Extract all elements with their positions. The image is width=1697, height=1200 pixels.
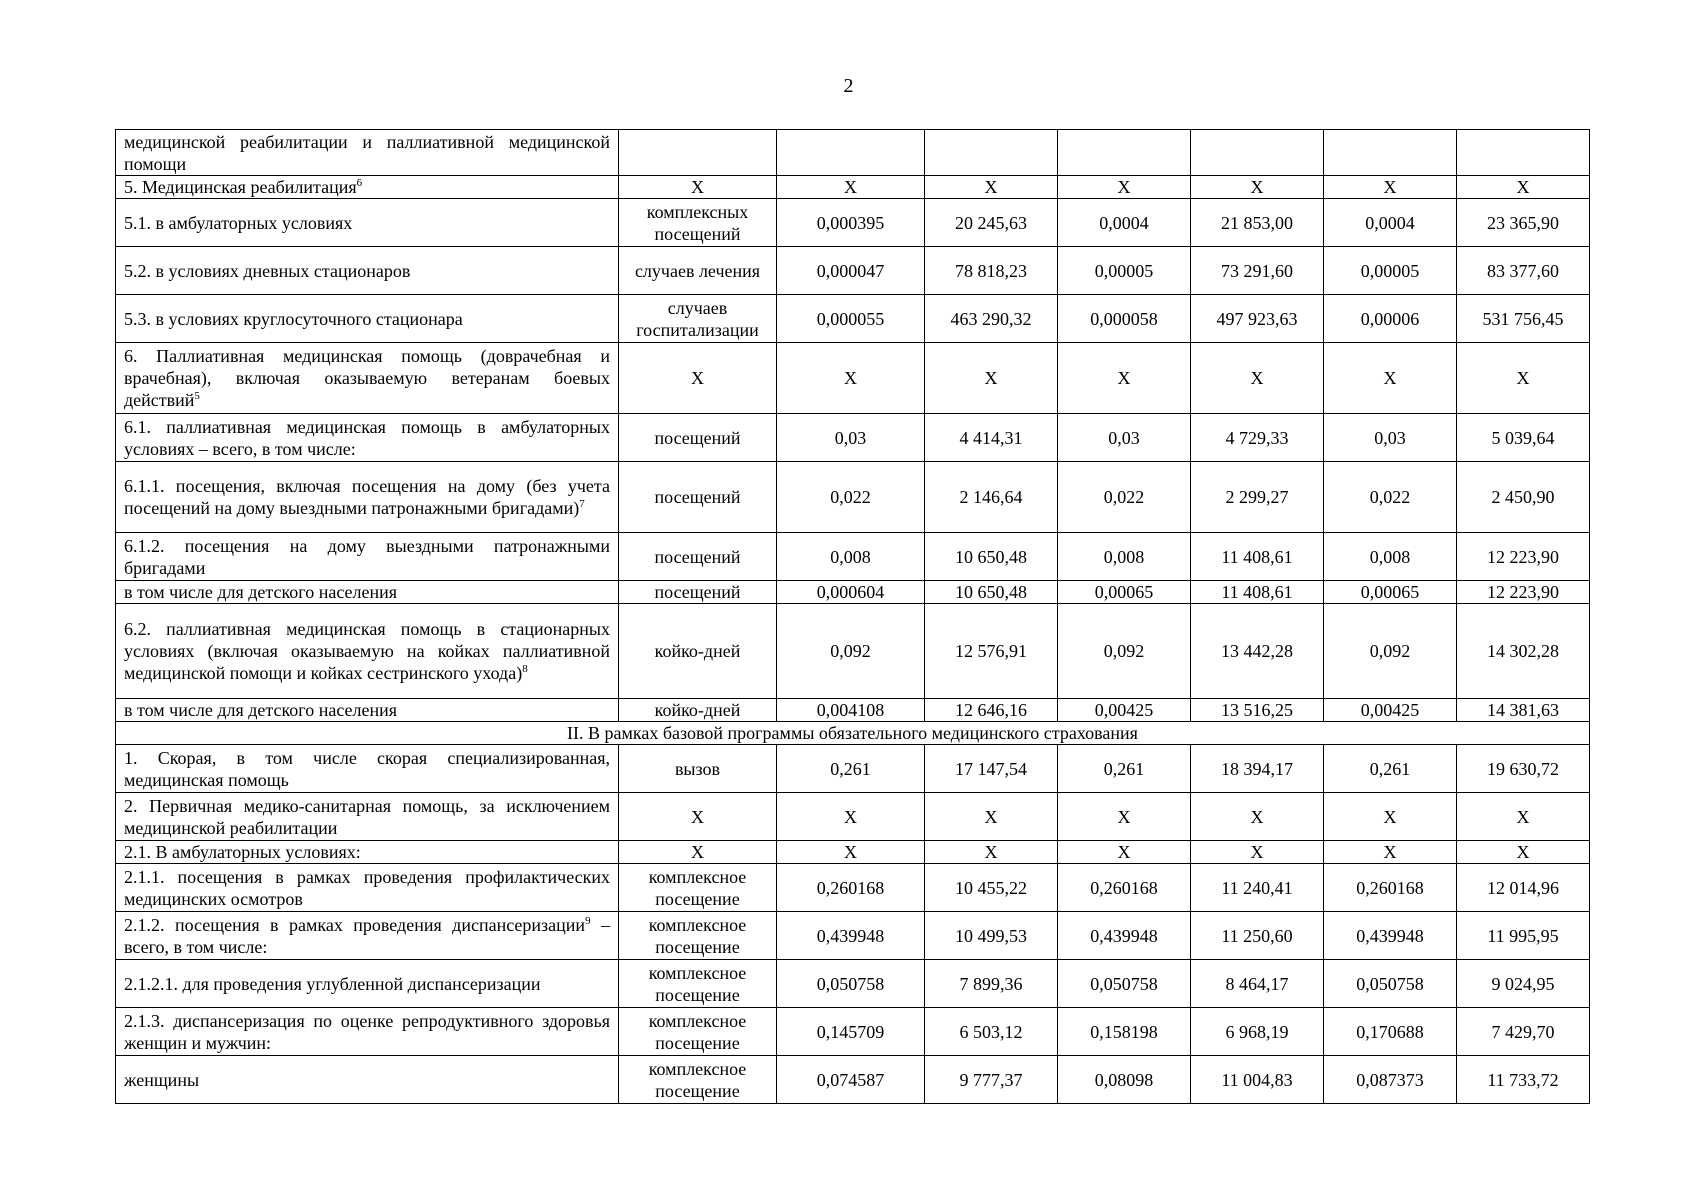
row-name-cell bbox=[116, 414, 619, 462]
unit-cell: Х bbox=[619, 793, 777, 841]
value-cell: Х bbox=[1457, 793, 1590, 841]
table-row bbox=[116, 176, 1590, 199]
value-cell: 19 630,72 bbox=[1457, 745, 1590, 793]
value-cell: 0,00005 bbox=[1324, 247, 1457, 295]
row-name: 6.1. паллиативная медицинская помощь в амбулаторных условиях – всего, в том числе: bbox=[124, 416, 610, 459]
value-cell: 0,022 bbox=[777, 462, 925, 533]
table-row bbox=[116, 581, 1590, 604]
value-cell: 7 899,36 bbox=[925, 960, 1058, 1008]
value-cell: Х bbox=[1058, 176, 1191, 199]
value-cell: 14 302,28 bbox=[1457, 604, 1590, 699]
row-name: 6.1.1. посещения, включая посещения на дому (без учета посещений на дому выездными патронажными бригадами) bbox=[124, 476, 610, 518]
value-cell: 0,0004 bbox=[1324, 199, 1457, 247]
unit-cell: посещений bbox=[619, 533, 777, 581]
value-cell: 0,03 bbox=[777, 414, 925, 462]
value-cell: Х bbox=[1324, 793, 1457, 841]
table-row bbox=[116, 793, 1590, 841]
value-cell: 0,000055 bbox=[777, 295, 925, 343]
value-cell bbox=[925, 130, 1058, 176]
row-name: 2.1.2.1. для проведения углубленной диспансеризации bbox=[124, 973, 541, 994]
row-name-cell bbox=[116, 581, 619, 604]
value-cell: 11 995,95 bbox=[1457, 912, 1590, 960]
value-cell: Х bbox=[925, 841, 1058, 864]
table-row bbox=[116, 199, 1590, 247]
value-cell: 11 408,61 bbox=[1191, 533, 1324, 581]
section-heading: II. В рамках базовой программы обязательного медицинского страхования bbox=[116, 722, 1590, 745]
unit-cell: комплексных посещений bbox=[619, 199, 777, 247]
value-cell: 8 464,17 bbox=[1191, 960, 1324, 1008]
row-name-cell bbox=[116, 462, 619, 533]
row-name: 5.1. в амбулаторных условиях bbox=[124, 212, 353, 233]
value-cell: 18 394,17 bbox=[1191, 745, 1324, 793]
value-cell: 12 014,96 bbox=[1457, 864, 1590, 912]
value-cell: 13 442,28 bbox=[1191, 604, 1324, 699]
value-cell: 0,00065 bbox=[1058, 581, 1191, 604]
value-cell: 13 516,25 bbox=[1191, 699, 1324, 722]
unit-cell: посещений bbox=[619, 462, 777, 533]
value-cell: 0,00005 bbox=[1058, 247, 1191, 295]
value-cell: 0,439948 bbox=[1324, 912, 1457, 960]
value-cell: Х bbox=[777, 841, 925, 864]
row-name-cell bbox=[116, 960, 619, 1008]
table-row bbox=[116, 912, 1590, 960]
value-cell: 4 414,31 bbox=[925, 414, 1058, 462]
value-cell: 11 250,60 bbox=[1191, 912, 1324, 960]
unit-cell: Х bbox=[619, 841, 777, 864]
value-cell: 0,000058 bbox=[1058, 295, 1191, 343]
unit-cell bbox=[619, 130, 777, 176]
row-name: 2. Первичная медико-санитарная помощь, за исключением медицинской реабилитации bbox=[124, 795, 610, 838]
value-cell: 0,0004 bbox=[1058, 199, 1191, 247]
value-cell: 9 777,37 bbox=[925, 1056, 1058, 1104]
value-cell: 0,008 bbox=[1324, 533, 1457, 581]
row-name: 2.1.2. посещения в рамках проведения диспансеризации bbox=[124, 914, 586, 935]
row-name: 5.3. в условиях круглосуточного стационара bbox=[124, 308, 463, 329]
value-cell: 20 245,63 bbox=[925, 199, 1058, 247]
table-row bbox=[116, 841, 1590, 864]
value-cell: 0,00006 bbox=[1324, 295, 1457, 343]
value-cell: 0,008 bbox=[1058, 533, 1191, 581]
value-cell: 0,261 bbox=[777, 745, 925, 793]
value-cell: Х bbox=[1324, 343, 1457, 414]
value-cell: Х bbox=[1058, 793, 1191, 841]
footnote-mark: 5 bbox=[194, 390, 200, 402]
table-row bbox=[116, 604, 1590, 699]
value-cell: 497 923,63 bbox=[1191, 295, 1324, 343]
value-cell: 463 290,32 bbox=[925, 295, 1058, 343]
value-cell: 10 499,53 bbox=[925, 912, 1058, 960]
value-cell: Х bbox=[1457, 343, 1590, 414]
value-cell: 12 646,16 bbox=[925, 699, 1058, 722]
value-cell: 23 365,90 bbox=[1457, 199, 1590, 247]
value-cell: Х bbox=[925, 343, 1058, 414]
value-cell: 0,158198 bbox=[1058, 1008, 1191, 1056]
unit-cell: вызов bbox=[619, 745, 777, 793]
table-row bbox=[116, 699, 1590, 722]
table-row bbox=[116, 1008, 1590, 1056]
value-cell: Х bbox=[1191, 793, 1324, 841]
value-cell: 6 968,19 bbox=[1191, 1008, 1324, 1056]
value-cell: Х bbox=[777, 176, 925, 199]
value-cell: 21 853,00 bbox=[1191, 199, 1324, 247]
row-name-cell bbox=[116, 247, 619, 295]
value-cell: 2 299,27 bbox=[1191, 462, 1324, 533]
table-row bbox=[116, 295, 1590, 343]
value-cell: 83 377,60 bbox=[1457, 247, 1590, 295]
value-cell: 10 650,48 bbox=[925, 581, 1058, 604]
value-cell: Х bbox=[925, 793, 1058, 841]
value-cell: 0,260168 bbox=[1058, 864, 1191, 912]
value-cell: 531 756,45 bbox=[1457, 295, 1590, 343]
page-number: 2 bbox=[843, 75, 854, 97]
unit-cell: комплексное посещение bbox=[619, 960, 777, 1008]
value-cell: 7 429,70 bbox=[1457, 1008, 1590, 1056]
value-cell: 2 146,64 bbox=[925, 462, 1058, 533]
value-cell: 0,08098 bbox=[1058, 1056, 1191, 1104]
table-row bbox=[116, 745, 1590, 793]
value-cell: Х bbox=[1191, 343, 1324, 414]
norms-table bbox=[115, 129, 1590, 1104]
row-name-cell bbox=[116, 343, 619, 414]
value-cell: Х bbox=[777, 793, 925, 841]
value-cell: 0,260168 bbox=[1324, 864, 1457, 912]
value-cell: Х bbox=[1058, 841, 1191, 864]
value-cell: 0,004108 bbox=[777, 699, 925, 722]
value-cell: 4 729,33 bbox=[1191, 414, 1324, 462]
row-name-tail: – всего, в том числе: bbox=[124, 914, 611, 957]
row-name: 5.2. в условиях дневных стационаров bbox=[124, 260, 411, 281]
value-cell: 0,000047 bbox=[777, 247, 925, 295]
value-cell: 0,022 bbox=[1058, 462, 1191, 533]
value-cell: 5 039,64 bbox=[1457, 414, 1590, 462]
table-row bbox=[116, 130, 1590, 176]
row-name-cell bbox=[116, 1056, 619, 1104]
value-cell: 10 650,48 bbox=[925, 533, 1058, 581]
row-name-cell bbox=[116, 176, 619, 199]
value-cell: Х bbox=[1324, 841, 1457, 864]
value-cell bbox=[1058, 130, 1191, 176]
value-cell: 0,439948 bbox=[777, 912, 925, 960]
row-name-cell bbox=[116, 295, 619, 343]
value-cell: 0,03 bbox=[1058, 414, 1191, 462]
table-body bbox=[116, 130, 1590, 1104]
value-cell: 0,092 bbox=[1058, 604, 1191, 699]
value-cell bbox=[1191, 130, 1324, 176]
row-name: 2.1.3. диспансеризация по оценке репродуктивного здоровья женщин и мужчин: bbox=[124, 1010, 610, 1053]
row-name-cell bbox=[116, 130, 619, 176]
unit-cell: комплексное посещение bbox=[619, 1056, 777, 1104]
unit-cell: койко-дней bbox=[619, 604, 777, 699]
value-cell: 0,439948 bbox=[1058, 912, 1191, 960]
row-name-cell bbox=[116, 841, 619, 864]
unit-cell: койко-дней bbox=[619, 699, 777, 722]
row-name: 6. Паллиативная медицинская помощь (доврачебная и врачебная), включая оказываемую ветеранам боевых действий bbox=[124, 346, 610, 410]
value-cell: 12 223,90 bbox=[1457, 581, 1590, 604]
value-cell: 6 503,12 bbox=[925, 1008, 1058, 1056]
row-name: 2.1.1. посещения в рамках проведения профилактических медицинских осмотров bbox=[124, 866, 610, 909]
value-cell: 2 450,90 bbox=[1457, 462, 1590, 533]
value-cell: 10 455,22 bbox=[925, 864, 1058, 912]
unit-cell: комплексное посещение bbox=[619, 912, 777, 960]
value-cell bbox=[1324, 130, 1457, 176]
value-cell: 0,170688 bbox=[1324, 1008, 1457, 1056]
value-cell: 0,050758 bbox=[1324, 960, 1457, 1008]
value-cell: Х bbox=[777, 343, 925, 414]
row-name-cell bbox=[116, 745, 619, 793]
value-cell: 0,074587 bbox=[777, 1056, 925, 1104]
value-cell: 17 147,54 bbox=[925, 745, 1058, 793]
value-cell: 0,000395 bbox=[777, 199, 925, 247]
value-cell: 0,000604 bbox=[777, 581, 925, 604]
row-name-cell bbox=[116, 199, 619, 247]
table-row bbox=[116, 247, 1590, 295]
row-name: 6.2. паллиативная медицинская помощь в стационарных условиях (включая оказываемую на койках паллиативной медицинской помощи и койках сестринского ухода) bbox=[124, 619, 610, 683]
value-cell: 0,092 bbox=[777, 604, 925, 699]
row-name: медицинской реабилитации и паллиативной медицинской помощи bbox=[124, 131, 610, 174]
value-cell: 0,03 bbox=[1324, 414, 1457, 462]
value-cell: 0,092 bbox=[1324, 604, 1457, 699]
unit-cell: посещений bbox=[619, 581, 777, 604]
value-cell: 0,00065 bbox=[1324, 581, 1457, 604]
value-cell: 0,00425 bbox=[1324, 699, 1457, 722]
value-cell bbox=[777, 130, 925, 176]
row-name: в том числе для детского населения bbox=[124, 582, 398, 602]
table-row bbox=[116, 343, 1590, 414]
row-name: женщины bbox=[124, 1069, 200, 1090]
value-cell: 0,261 bbox=[1058, 745, 1191, 793]
row-name-cell bbox=[116, 864, 619, 912]
table-row bbox=[116, 1056, 1590, 1104]
value-cell: Х bbox=[1324, 176, 1457, 199]
footnote-mark: 7 bbox=[579, 498, 585, 510]
row-name: 5. Медицинская реабилитация bbox=[124, 177, 357, 197]
value-cell: 0,145709 bbox=[777, 1008, 925, 1056]
value-cell: Х bbox=[1191, 176, 1324, 199]
table-row bbox=[116, 414, 1590, 462]
row-name: в том числе для детского населения bbox=[124, 700, 398, 720]
value-cell: 11 240,41 bbox=[1191, 864, 1324, 912]
value-cell: 0,261 bbox=[1324, 745, 1457, 793]
footnote-mark: 9 bbox=[585, 914, 591, 927]
value-cell: 0,260168 bbox=[777, 864, 925, 912]
row-name-cell bbox=[116, 533, 619, 581]
value-cell: 12 223,90 bbox=[1457, 533, 1590, 581]
value-cell: 78 818,23 bbox=[925, 247, 1058, 295]
table-row bbox=[116, 462, 1590, 533]
value-cell: 9 024,95 bbox=[1457, 960, 1590, 1008]
value-cell: Х bbox=[925, 176, 1058, 199]
row-name: 2.1. В амбулаторных условиях: bbox=[124, 842, 361, 862]
value-cell: 12 576,91 bbox=[925, 604, 1058, 699]
value-cell: 0,022 bbox=[1324, 462, 1457, 533]
value-cell: 0,087373 bbox=[1324, 1056, 1457, 1104]
value-cell: 0,00425 bbox=[1058, 699, 1191, 722]
value-cell bbox=[1457, 130, 1590, 176]
unit-cell: Х bbox=[619, 343, 777, 414]
value-cell: 0,008 bbox=[777, 533, 925, 581]
row-name-cell bbox=[116, 1008, 619, 1056]
row-name-cell bbox=[116, 699, 619, 722]
unit-cell: случаев лечения bbox=[619, 247, 777, 295]
row-name-cell bbox=[116, 793, 619, 841]
value-cell: 73 291,60 bbox=[1191, 247, 1324, 295]
value-cell: 0,050758 bbox=[1058, 960, 1191, 1008]
value-cell: 11 408,61 bbox=[1191, 581, 1324, 604]
value-cell: 11 733,72 bbox=[1457, 1056, 1590, 1104]
table-row bbox=[116, 533, 1590, 581]
row-name-cell bbox=[116, 912, 619, 960]
value-cell: Х bbox=[1457, 841, 1590, 864]
unit-cell: комплексное посещение bbox=[619, 864, 777, 912]
row-name-cell bbox=[116, 604, 619, 699]
footnote-mark: 8 bbox=[522, 663, 528, 675]
value-cell: Х bbox=[1058, 343, 1191, 414]
row-name: 6.1.2. посещения на дому выездными патронажными бригадами bbox=[124, 535, 610, 578]
table-row bbox=[116, 960, 1590, 1008]
unit-cell: случаев госпитализации bbox=[619, 295, 777, 343]
value-cell: 0,050758 bbox=[777, 960, 925, 1008]
unit-cell: посещений bbox=[619, 414, 777, 462]
row-name: 1. Скорая, в том числе скорая специализированная, медицинская помощь bbox=[124, 747, 610, 790]
table-row bbox=[116, 864, 1590, 912]
footnote-mark: 6 bbox=[356, 177, 363, 189]
unit-cell: комплексное посещение bbox=[619, 1008, 777, 1056]
value-cell: 11 004,83 bbox=[1191, 1056, 1324, 1104]
value-cell: Х bbox=[1191, 841, 1324, 864]
section-row bbox=[116, 722, 1590, 745]
value-cell: 14 381,63 bbox=[1457, 699, 1590, 722]
value-cell: Х bbox=[1457, 176, 1590, 199]
unit-cell: Х bbox=[619, 176, 777, 199]
